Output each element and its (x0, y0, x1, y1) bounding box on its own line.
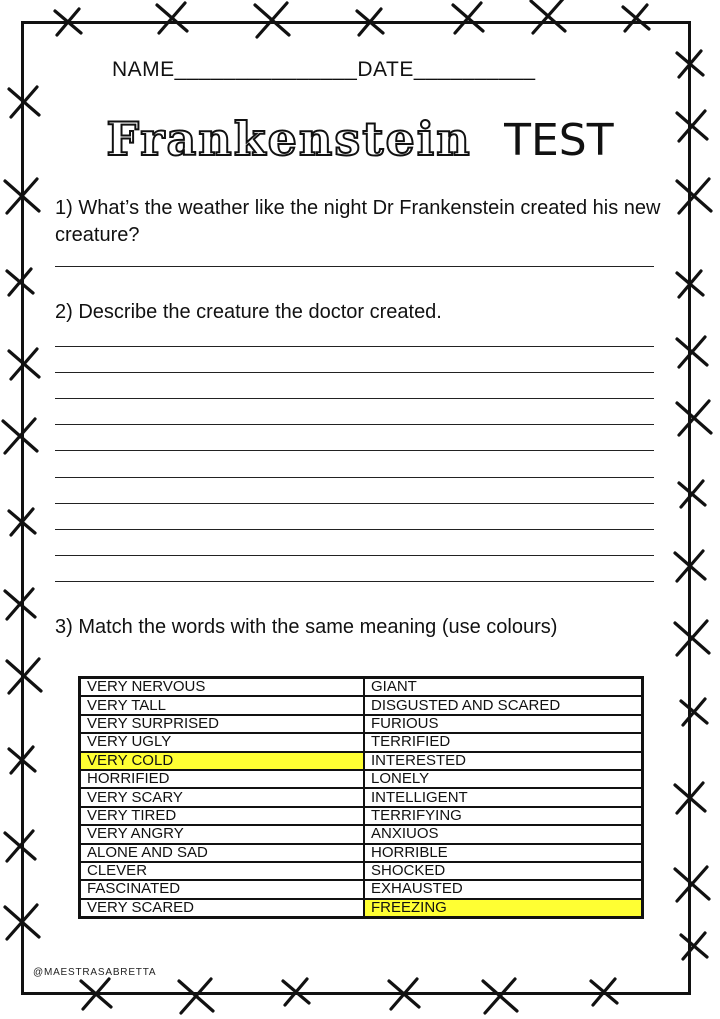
match-word-left[interactable]: VERY TIRED (80, 807, 365, 825)
match-word-right[interactable]: FREEZING (364, 899, 643, 918)
match-word-left[interactable]: CLEVER (80, 862, 365, 880)
table-row (80, 807, 643, 825)
table-row (80, 844, 643, 862)
name-date-line (112, 58, 536, 82)
match-word-right[interactable]: LONELY (364, 770, 643, 788)
match-word-right[interactable]: TERRIFIED (364, 733, 643, 751)
question-2: 2) Describe the creature the doctor created. (55, 301, 442, 323)
match-word-right[interactable]: TERRIFYING (364, 807, 643, 825)
answer-line[interactable] (55, 424, 654, 425)
match-word-left[interactable]: VERY SURPRISED (80, 715, 365, 733)
author-credit: @MAESTRASABRETTA (33, 967, 157, 978)
question-1: 1) What’s the weather like the night Dr Frankenstein created his new creature? (55, 197, 661, 246)
answer-line[interactable] (55, 555, 654, 556)
match-word-left[interactable]: VERY UGLY (80, 733, 365, 751)
match-word-right[interactable]: EXHAUSTED (364, 880, 643, 898)
table-row (80, 752, 643, 770)
table-row (80, 899, 643, 918)
matching-table (78, 676, 644, 919)
match-word-right[interactable]: INTELLIGENT (364, 788, 643, 806)
match-word-left[interactable]: VERY COLD (80, 752, 365, 770)
answer-line[interactable] (55, 266, 654, 267)
match-word-left[interactable]: VERY TALL (80, 696, 365, 714)
table-row (80, 696, 643, 714)
match-word-right[interactable]: FURIOUS (364, 715, 643, 733)
answer-line[interactable] (55, 581, 654, 582)
date-field-label: DATE__________ (357, 58, 536, 81)
name-field-label: NAME_______________ (112, 58, 358, 81)
table-row (80, 678, 643, 697)
match-word-left[interactable]: VERY NERVOUS (80, 678, 365, 697)
table-row (80, 862, 643, 880)
answer-line[interactable] (55, 346, 654, 347)
answer-line[interactable] (55, 398, 654, 399)
answer-line[interactable] (55, 477, 654, 478)
answer-line[interactable] (55, 529, 654, 530)
match-word-left[interactable]: VERY ANGRY (80, 825, 365, 843)
title-frankenstein: Frankenstein (106, 112, 472, 166)
match-word-left[interactable]: HORRIFIED (80, 770, 365, 788)
match-word-right[interactable]: ANXIUOS (364, 825, 643, 843)
match-word-right[interactable]: GIANT (364, 678, 643, 697)
table-row (80, 715, 643, 733)
match-word-left[interactable]: ALONE AND SAD (80, 844, 365, 862)
match-word-right[interactable]: DISGUSTED AND SCARED (364, 696, 643, 714)
table-row (80, 788, 643, 806)
table-row (80, 825, 643, 843)
question-3: 3) Match the words with the same meaning (use colours) (55, 616, 558, 638)
answer-line[interactable] (55, 450, 654, 451)
match-word-right[interactable]: INTERESTED (364, 752, 643, 770)
match-word-right[interactable]: HORRIBLE (364, 844, 643, 862)
match-word-left[interactable]: VERY SCARY (80, 788, 365, 806)
title-test: TEST (504, 115, 614, 166)
table-row (80, 733, 643, 751)
answer-line[interactable] (55, 372, 654, 373)
table-row (80, 770, 643, 788)
answer-line[interactable] (55, 503, 654, 504)
page-title (0, 112, 720, 166)
match-word-left[interactable]: FASCINATED (80, 880, 365, 898)
match-word-left[interactable]: VERY SCARED (80, 899, 365, 918)
table-row (80, 880, 643, 898)
match-word-right[interactable]: SHOCKED (364, 862, 643, 880)
